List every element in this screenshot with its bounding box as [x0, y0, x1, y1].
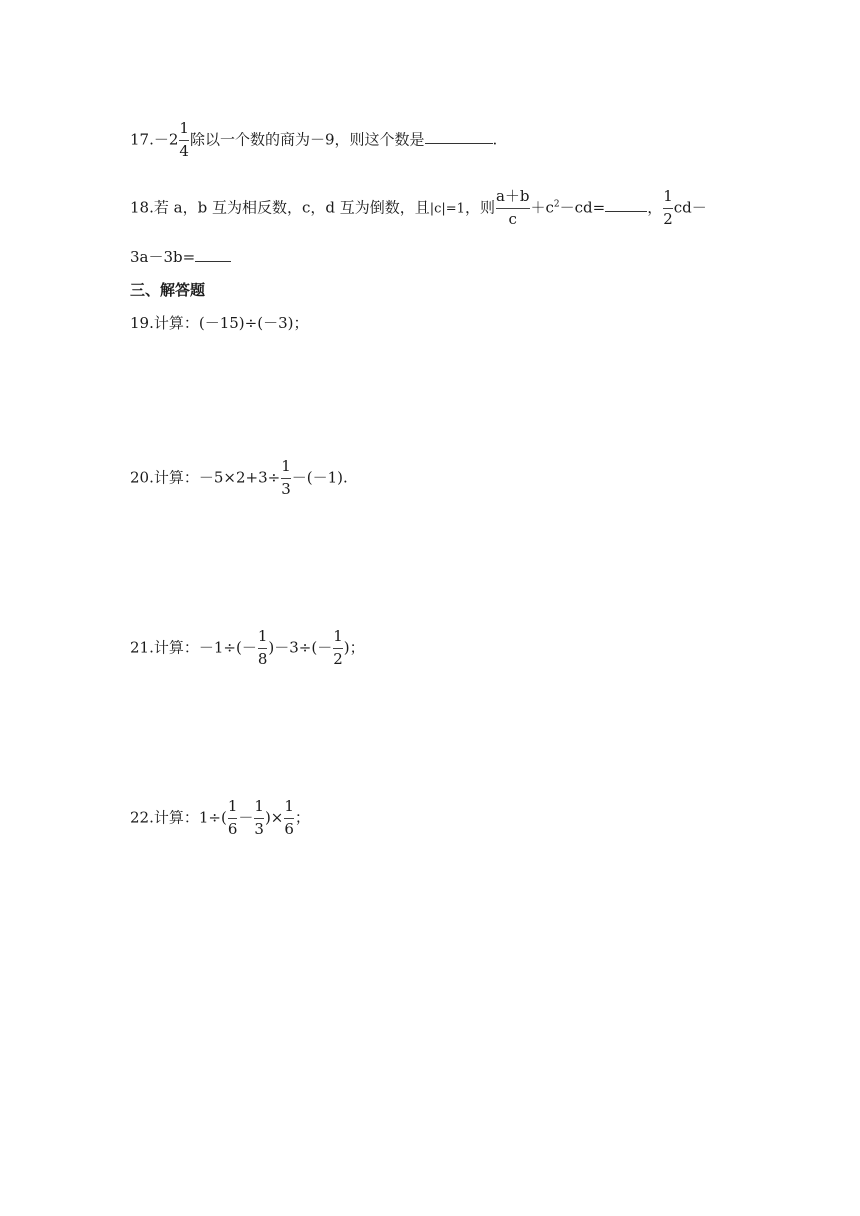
question-21: 21.计算：－1÷(－ $\frac{1}{8}$ )－3÷(－ $\frac{1}{2}$ )； — [130, 626, 365, 671]
question-number: 20. — [130, 468, 154, 487]
fraction: $\frac{a+b}{c}$ — [496, 186, 530, 231]
question-number: 17. — [130, 130, 154, 149]
question-22: 22.计算：1÷( $\frac{1}{6}$ － $\frac{1}{3}$ )× $\frac{1}{6}$ ； — [130, 796, 310, 841]
question-20: 20.计算：－5×2+3÷ $\frac{1}{3}$ －(－1). — [130, 456, 348, 501]
fraction: $\frac{1}{2}$ — [333, 626, 343, 671]
fraction: $\frac{1}{8}$ — [258, 626, 268, 671]
question-number: 22. — [130, 808, 154, 827]
expression: )× — [264, 808, 284, 827]
fraction: $\frac{1}{4}$ — [179, 118, 189, 163]
expression: －1÷(－ — [198, 638, 257, 657]
answer-blank[interactable] — [195, 247, 231, 262]
question-18-continued: 3a－3b= — [130, 247, 231, 265]
answer-blank[interactable] — [425, 129, 493, 144]
answer-blank[interactable] — [605, 197, 647, 212]
expression: －(－1). — [291, 468, 348, 487]
question-number: 19. — [130, 314, 154, 332]
section-title: 三、解答题 — [130, 281, 206, 299]
fraction: $\frac{1}{3}$ — [281, 456, 291, 501]
expression: －5×2+3÷ — [198, 468, 281, 487]
question-text: 若 a，b 互为相反数，c，d 互为倒数，且 — [153, 198, 430, 217]
question-text: 计算：(－15)÷(－3)； — [153, 314, 309, 332]
expression: )； — [343, 638, 365, 657]
question-18: 18.若 a，b 互为相反数，c，d 互为倒数，且|c|=1，则 $\frac{a+b}{c}$ $+c^2-cd=$ ， $\frac{1}{2}$ cd－ — [130, 186, 707, 231]
exponent: 2 — [553, 199, 560, 210]
question-19 — [130, 316, 308, 331]
question-text: －2 — [153, 130, 179, 149]
question-text: 除以一个数的商为－9，则这个数是 — [189, 130, 425, 149]
expression: ； — [294, 808, 310, 827]
question-17: 17.－2 $\frac{1}{4}$ 除以一个数的商为－9，则这个数是 . — [130, 118, 497, 163]
fraction: $\frac{1}{6}$ — [228, 796, 238, 841]
fraction: $\frac{1}{6}$ — [284, 796, 294, 841]
question-number: 21. — [130, 638, 154, 657]
expression: )－3÷(－ — [268, 638, 333, 657]
fraction: $\frac{1}{2}$ — [663, 186, 673, 231]
expression: 1÷( — [198, 808, 227, 827]
question-number: 18. — [130, 198, 154, 217]
fraction: $\frac{1}{3}$ — [254, 796, 264, 841]
abs-condition: |c|=1 — [429, 201, 465, 217]
